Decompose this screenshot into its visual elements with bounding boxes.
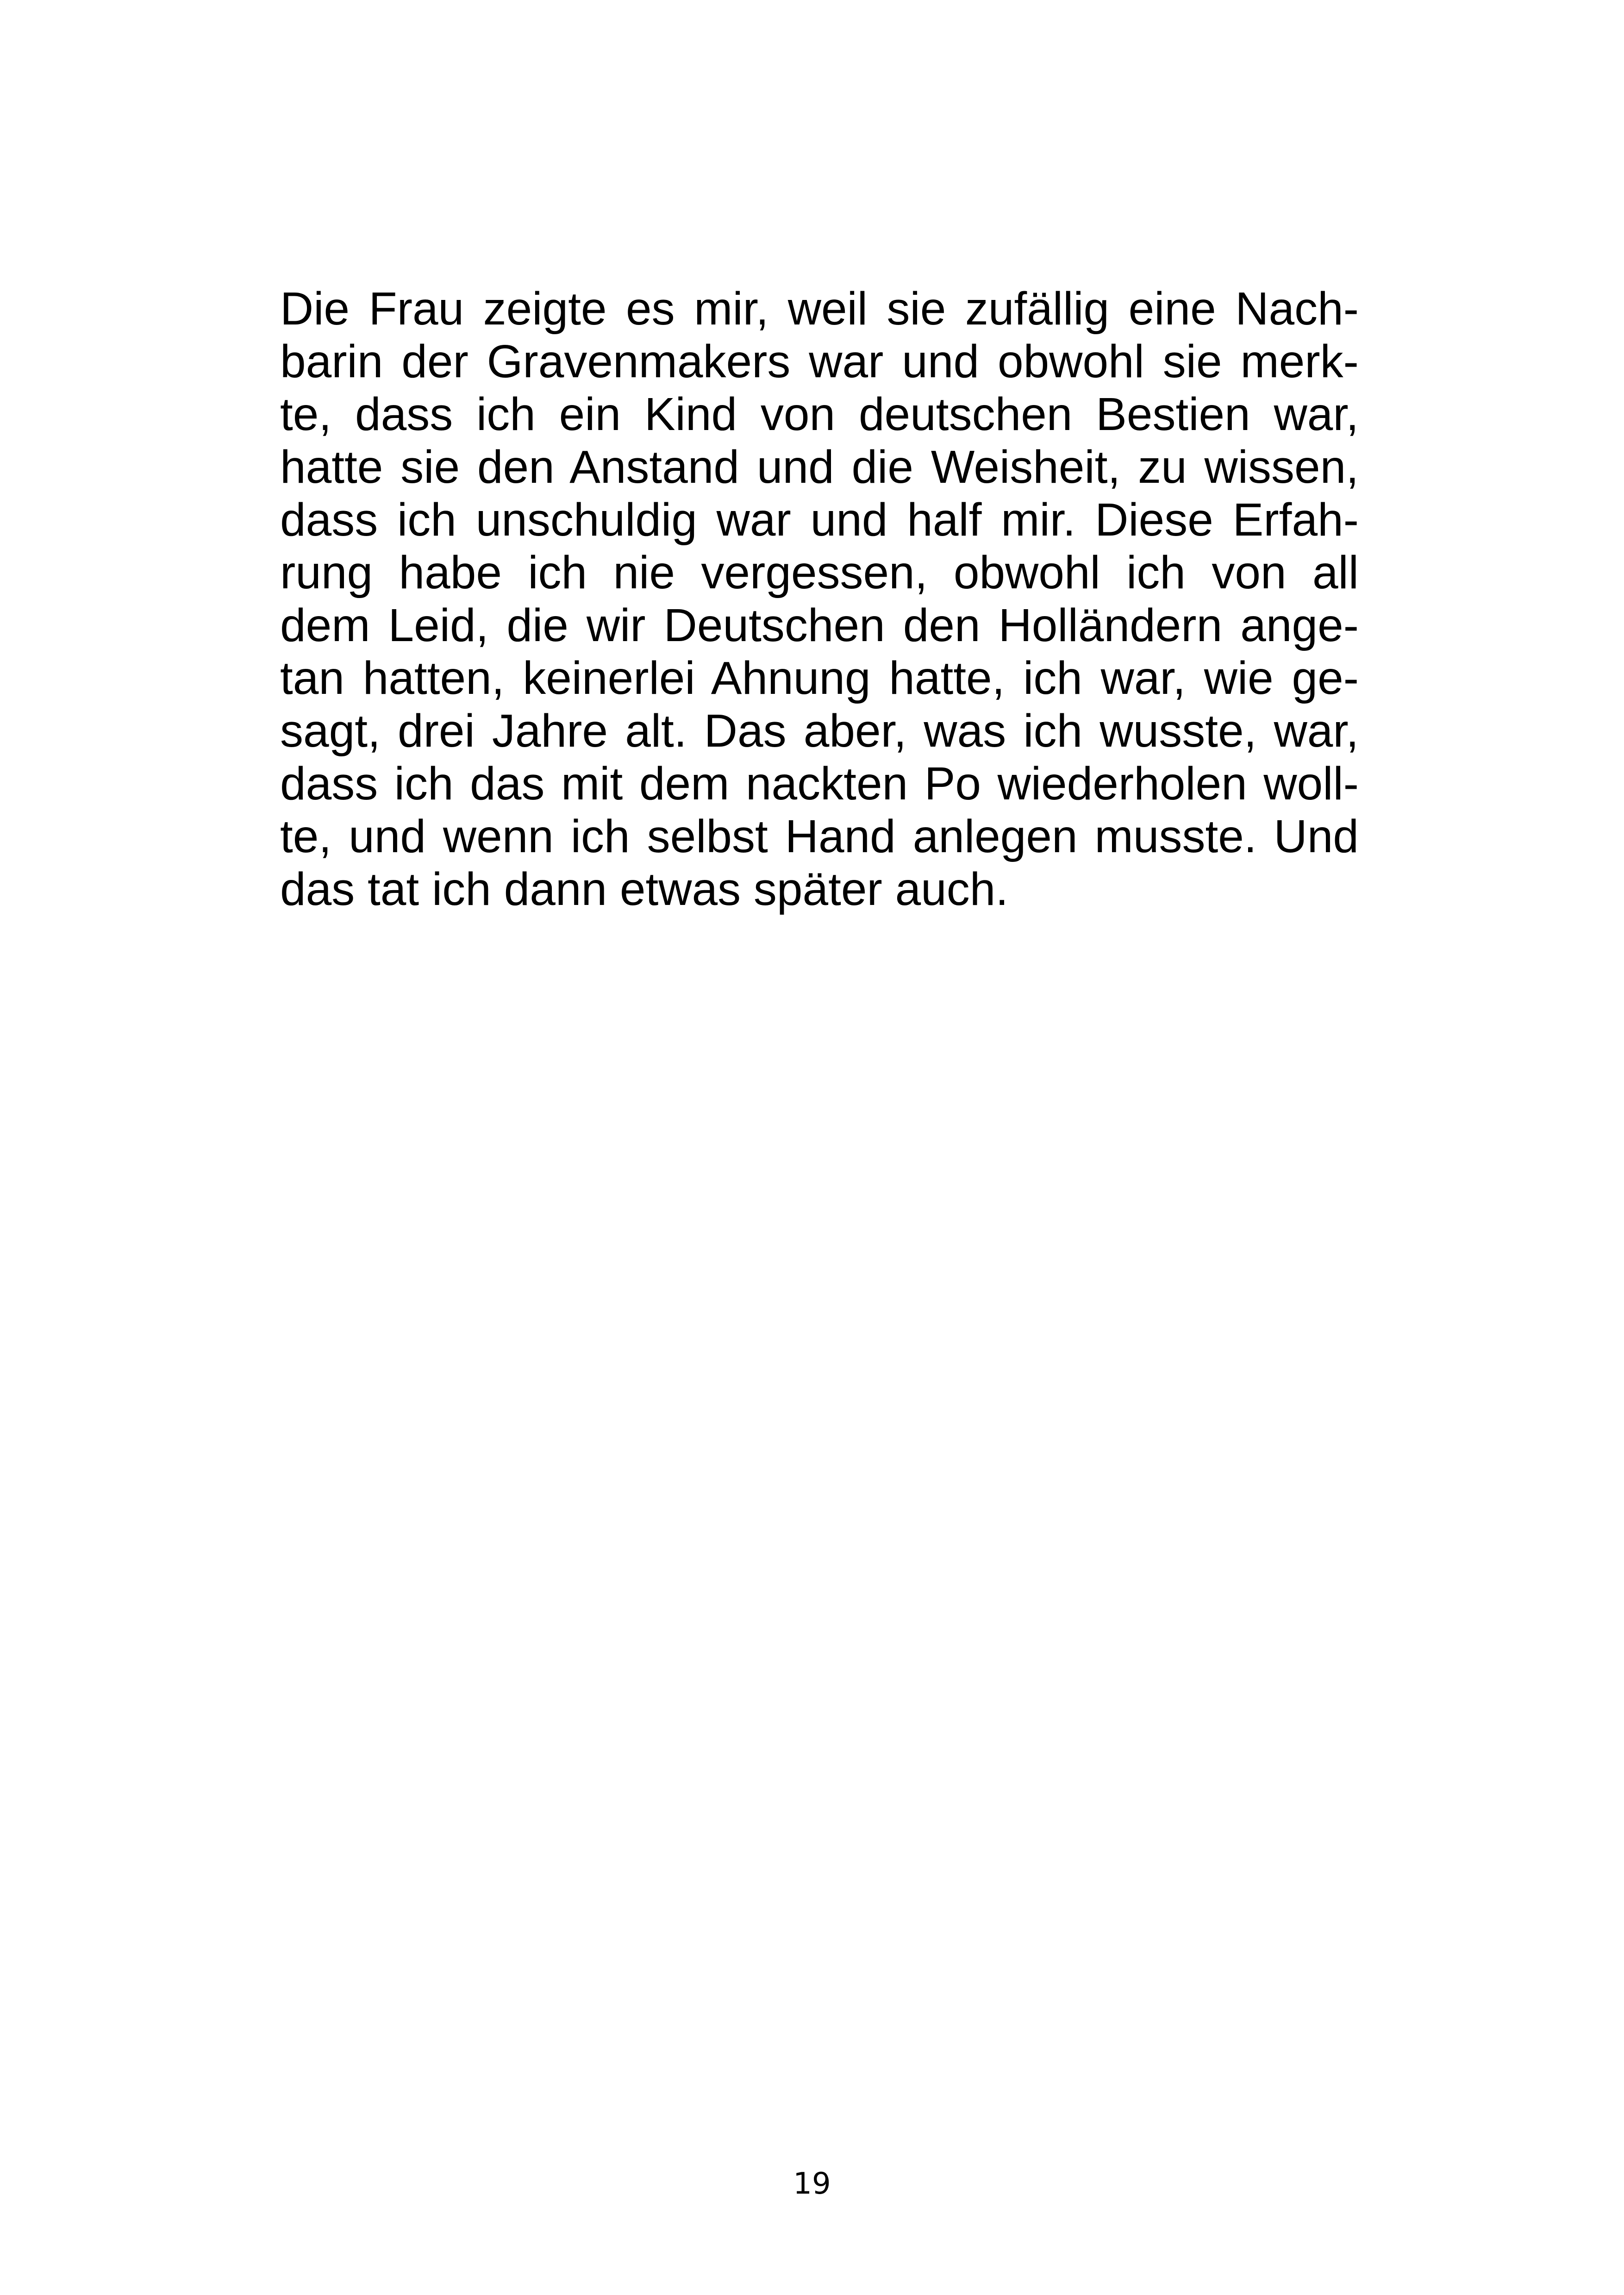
text-line: dem Leid, die wir Deutschen den Holländern ange-: [280, 599, 1359, 651]
text-line: dass ich das mit dem nackten Po wiederholen woll-: [280, 758, 1359, 810]
text-line: dass ich unschuldig war und half mir. Diese Erfah-: [280, 494, 1359, 546]
text-line: das tat ich dann etwas später auch.: [280, 863, 1009, 915]
page-number: 19: [793, 2167, 831, 2201]
text-line: rung habe ich nie vergessen, obwohl ich von all: [280, 547, 1359, 599]
text-line: hatte sie den Anstand und die Weisheit, zu wissen,: [280, 441, 1359, 493]
text-line: te, dass ich ein Kind von deutschen Bestien war,: [280, 388, 1359, 440]
text-line: te, und wenn ich selbst Hand anlegen musste. Und: [280, 811, 1359, 862]
text-line: barin der Gravenmakers war und obwohl sie merk-: [280, 336, 1359, 387]
text-line: tan hatten, keinerlei Ahnung hatte, ich war, wie ge-: [280, 652, 1359, 704]
text-line: sagt, drei Jahre alt. Das aber, was ich wusste, war,: [280, 705, 1359, 757]
body-paragraph: [280, 282, 1359, 916]
text-line: Die Frau zeigte es mir, weil sie zufällig eine Nach-: [280, 283, 1359, 335]
